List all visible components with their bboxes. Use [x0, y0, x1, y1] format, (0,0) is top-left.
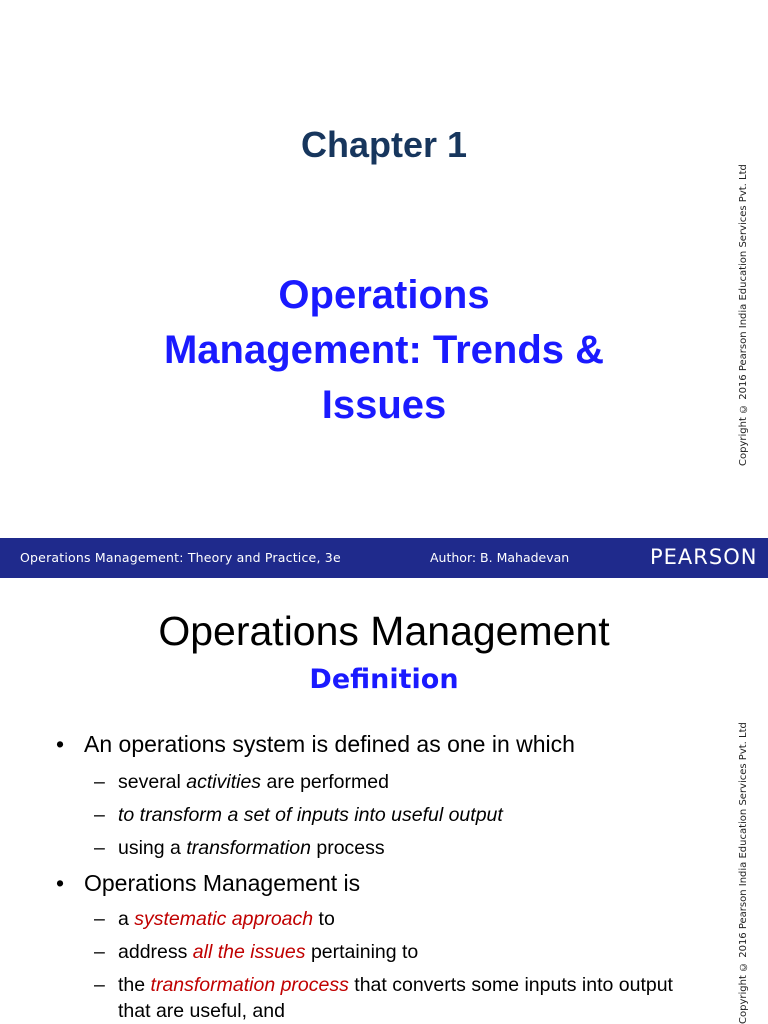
author-credit: Author: B. Mahadevan: [430, 550, 570, 565]
slide-subtitle: Definition: [309, 664, 459, 695]
copyright-notice: Copyright © 2016 Pearson India Education Services Pvt. Ltd: [738, 164, 749, 466]
dash-icon: –: [94, 837, 105, 859]
highlight-text: systematic approach: [134, 908, 314, 930]
text-run: are performed: [261, 771, 389, 793]
text-run: several: [118, 771, 187, 793]
highlight-text: transformation process: [150, 974, 349, 996]
slide-title-line-1: Operations: [278, 273, 490, 317]
book-title: Operations Management: Theory and Practice, 3e: [20, 550, 341, 565]
footer-bar: [0, 538, 768, 578]
text-run: a: [118, 908, 135, 930]
sub-bullet-text: [118, 835, 698, 861]
bullet-icon: •: [56, 870, 65, 896]
bullet-icon: •: [56, 731, 65, 757]
sub-bullet-text: to transform a set of inputs into useful output: [118, 804, 503, 826]
text-run: the: [118, 974, 151, 996]
dash-icon: –: [94, 908, 105, 930]
text-run: using a: [118, 837, 187, 859]
text-run: address: [118, 941, 193, 963]
sub-bullet-text: [118, 769, 698, 795]
text-run: to: [313, 908, 335, 930]
text-run: process: [310, 837, 385, 859]
highlight-text: all the issues: [192, 941, 306, 963]
text-run: pertaining to: [305, 941, 419, 963]
chapter-heading: Chapter 1: [300, 124, 468, 165]
slide-title-line-2: Management: Trends &: [163, 328, 605, 372]
sub-bullet-text: [118, 906, 698, 932]
text-run: that converts some inputs into output that are useful, and: [118, 974, 673, 1022]
emphasis-text: activities: [186, 771, 262, 793]
slide-title-line-3: Issues: [321, 383, 447, 427]
emphasis-text: transformation: [186, 837, 311, 859]
copyright-notice: Copyright © 2016 Pearson India Education Services Pvt. Ltd: [738, 722, 749, 1024]
definition-slide: [0, 578, 768, 1024]
dash-icon: –: [94, 941, 105, 963]
sub-bullet-text: [118, 972, 698, 1024]
sub-bullet-text: [118, 939, 698, 965]
bullet-text: Operations Management is: [84, 870, 361, 896]
slide-title: Operations Management: [158, 608, 610, 654]
pearson-logo: PEARSON: [650, 545, 758, 569]
dash-icon: –: [94, 804, 105, 826]
bullet-text: An operations system is defined as one in which: [84, 731, 575, 757]
dash-icon: –: [94, 771, 105, 793]
slide-title: [90, 268, 678, 433]
dash-icon: –: [94, 974, 105, 996]
